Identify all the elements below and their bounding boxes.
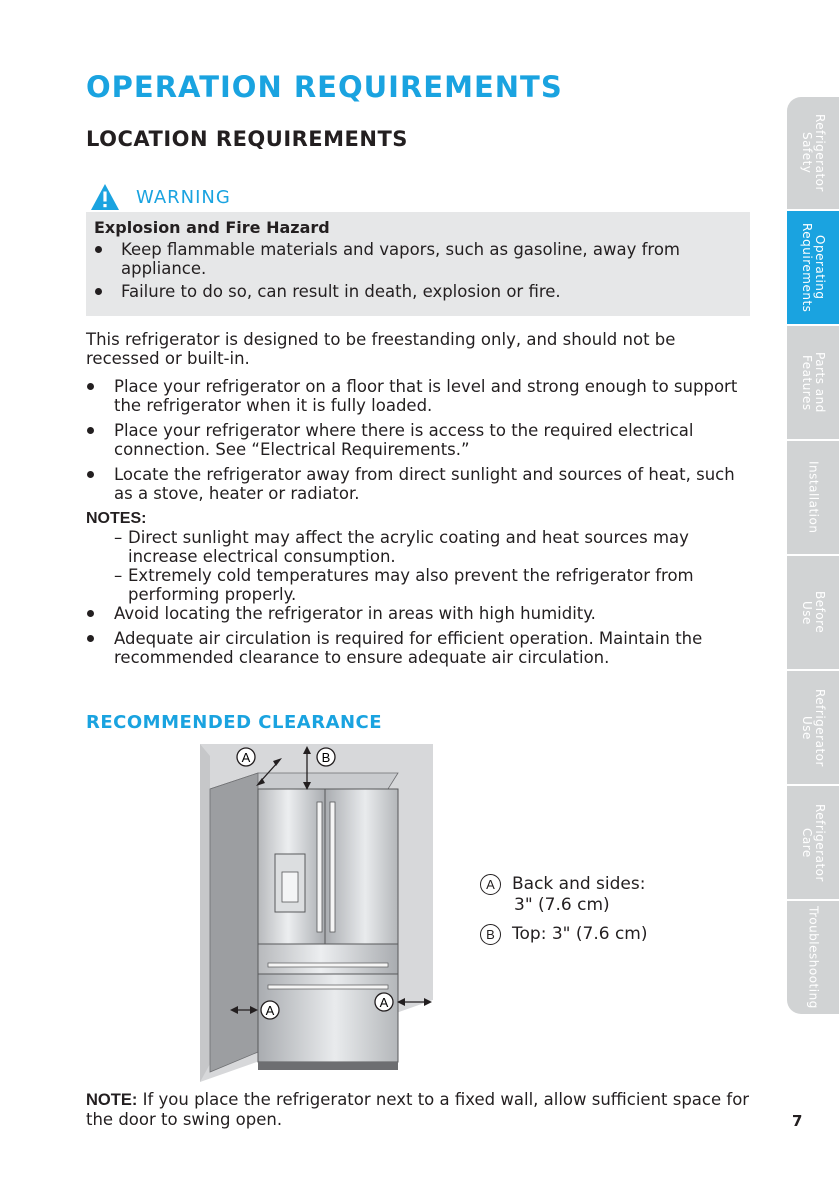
tab-label: Parts and Features [800,352,827,413]
fridge-side [210,773,258,1072]
label-a-right [375,993,393,1011]
warning-bullet: Keep flammable materials and vapors, such as gasoline, away from appliance. [94,240,742,278]
footer-note [86,1090,754,1129]
tab-label: Refrigerator Use [800,688,827,767]
requirement-bullet: Place your refrigerator where there is access to the required electrical connection. See “Electrical Requirements.” [86,421,754,459]
clearance-title: RECOMMENDED CLEARANCE [86,712,383,733]
tab-operating-requirements[interactable] [787,209,839,324]
legend-b [480,924,647,945]
requirement-bullet: Locate the refrigerator away from direct sunlight and sources of heat, such as a stove, heater or radiator. [86,465,754,503]
legend-a-label: Back and sides: [512,874,646,894]
legend-a-letter: A [480,874,501,895]
clearance-legend [480,874,647,945]
bottom-drawer-handle [268,985,388,989]
letter-a-top: A [241,750,251,765]
note-item: – Extremely cold temperatures may also prevent the refrigerator from performing properly. [86,566,754,604]
tab-label: Operating Requirements [800,222,827,313]
tab-refrigerator-safety[interactable] [787,97,839,209]
requirement-bullet: Adequate air circulation is required for efficient operation. Maintain the recommended clearance to ensure adequate air circulation. [86,629,754,667]
right-handle [330,802,335,932]
notes-heading: NOTES: [86,510,147,527]
warning-triangle-icon [90,183,120,211]
refrigerator-clearance-diagram [200,744,445,1082]
warning-label: WARNING [136,186,231,208]
tab-refrigerator-care[interactable] [787,784,839,899]
side-wall [200,744,210,1082]
right-door [325,789,398,944]
section-title: LOCATION REQUIREMENTS [86,127,408,151]
legend-a-value: 3" (7.6 cm) [514,895,610,915]
label-b-top [317,748,335,766]
fridge-base [258,1062,398,1070]
tab-label: Troubleshooting [806,906,821,1009]
legend-a [480,874,647,895]
middle-drawer-handle [268,963,388,967]
left-handle [317,802,322,932]
footer-note-label: NOTE: [86,1091,138,1109]
tab-label: Refrigerator Safety [800,114,827,192]
warning-header [90,182,231,212]
legend-b-letter: B [480,924,501,945]
note-item: – Direct sunlight may affect the acrylic coating and heat sources may increase electrical consumption. [86,528,754,566]
page-number: 7 [792,1112,803,1130]
hazard-title: Explosion and Fire Hazard [94,218,330,237]
tab-label: Installation [806,461,821,534]
tab-label: Refrigerator Care [800,803,827,882]
legend-b-value: 3" (7.6 cm) [551,924,648,944]
intro-paragraph: This refrigerator is designed to be freestanding only, and should not be recessed or built-in. [86,330,676,368]
warning-bullet: Failure to do so, can result in death, explosion or fire. [94,282,742,301]
dispenser-recess [282,872,298,902]
tab-troubleshooting[interactable] [787,899,839,1014]
tab-refrigerator-use[interactable] [787,669,839,784]
tab-installation[interactable] [787,439,839,554]
page-title: OPERATION REQUIREMENTS [86,70,563,104]
label-a-top [237,748,255,766]
label-a-left [261,1001,279,1019]
requirement-bullet: Avoid locating the refrigerator in areas with high humidity. [86,604,754,623]
footer-note-text: If you place the refrigerator next to a fixed wall, allow sufficient space for the door to swing open. [86,1090,750,1129]
letter-b-top: B [321,750,331,765]
tab-parts-and-features[interactable] [787,324,839,439]
letter-a-left: A [265,1003,275,1018]
location-requirements-body [86,330,754,673]
tab-before-use[interactable] [787,554,839,669]
middle-drawer [258,944,398,974]
requirement-bullet: Place your refrigerator on a floor that is level and strong enough to support the refrigerator when it is fully loaded. [86,377,754,415]
tab-label: Before Use [800,591,827,634]
letter-a-right: A [379,995,389,1010]
legend-b-label: Top: [512,924,547,944]
warning-box [86,212,750,316]
